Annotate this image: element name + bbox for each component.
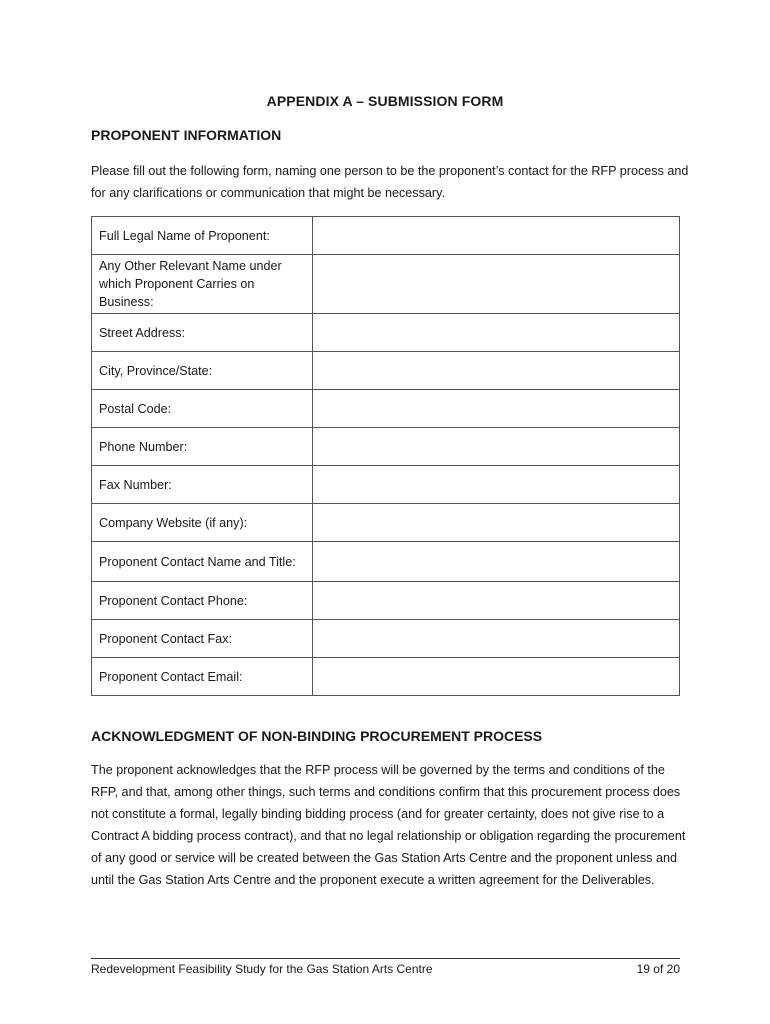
form-row	[92, 314, 680, 352]
field-input-fax[interactable]	[313, 466, 680, 504]
field-input-street-address[interactable]	[313, 314, 680, 352]
field-label-phone: Phone Number:	[92, 428, 313, 466]
proponent-info-heading: PROPONENT INFORMATION	[91, 127, 282, 143]
field-label-postal-code: Postal Code:	[92, 390, 313, 428]
field-input-phone[interactable]	[313, 428, 680, 466]
field-input-contact-phone[interactable]	[313, 582, 680, 620]
field-label-contact-name: Proponent Contact Name and Title:	[92, 542, 313, 582]
form-row	[92, 582, 680, 620]
acknowledgment-heading: ACKNOWLEDGMENT OF NON-BINDING PROCUREMENT PROCESS	[91, 728, 543, 744]
field-label-street-address: Street Address:	[92, 314, 313, 352]
form-row	[92, 217, 680, 255]
field-input-contact-email[interactable]	[313, 658, 680, 696]
field-input-city[interactable]	[313, 352, 680, 390]
page-title: APPENDIX A – SUBMISSION FORM	[266, 93, 504, 109]
proponent-intro-text: Please fill out the following form, naming one person to be the proponent’s contact for the RFP process and for any clarifications or communication that might be necessary.	[91, 164, 689, 200]
form-row	[92, 504, 680, 542]
form-row	[92, 390, 680, 428]
form-row	[92, 428, 680, 466]
form-row	[92, 658, 680, 696]
footer-divider	[91, 958, 680, 959]
footer-page-number: 19 of 20	[636, 962, 680, 976]
field-label-contact-fax: Proponent Contact Fax:	[92, 620, 313, 658]
field-label-city: City, Province/State:	[92, 352, 313, 390]
field-label-contact-phone: Proponent Contact Phone:	[92, 582, 313, 620]
form-row	[92, 466, 680, 504]
form-row	[92, 542, 680, 582]
field-label-contact-email: Proponent Contact Email:	[92, 658, 313, 696]
field-input-contact-name[interactable]	[313, 542, 680, 582]
field-input-legal-name[interactable]	[313, 217, 680, 255]
form-row	[92, 255, 680, 314]
field-label-other-name: Any Other Relevant Name under which Proponent Carries on Business:	[92, 255, 313, 314]
acknowledgment-text: The proponent acknowledges that the RFP process will be governed by the terms and conditions of the RFP, and that, among other things, such terms and conditions confirm that this procurement process does not constitute a formal, legally binding bidding process (and for greater certainty, does not give rise to a Contract A bidding process contract), and that no legal relationship or obligation regarding the procurement of any good or service will be created between the Gas Station Arts Centre and the proponent unless and until the Gas Station Arts Centre and the proponent execute a written agreement for the Deliverables.	[91, 763, 686, 887]
form-row	[92, 620, 680, 658]
field-input-other-name[interactable]	[313, 255, 680, 314]
field-label-legal-name: Full Legal Name of Proponent:	[92, 217, 313, 255]
field-label-website: Company Website (if any):	[92, 504, 313, 542]
field-input-contact-fax[interactable]	[313, 620, 680, 658]
field-input-postal-code[interactable]	[313, 390, 680, 428]
form-row	[92, 352, 680, 390]
footer-document-title: Redevelopment Feasibility Study for the Gas Station Arts Centre	[91, 962, 433, 976]
submission-form-table	[91, 216, 680, 696]
field-label-fax: Fax Number:	[92, 466, 313, 504]
field-input-website[interactable]	[313, 504, 680, 542]
